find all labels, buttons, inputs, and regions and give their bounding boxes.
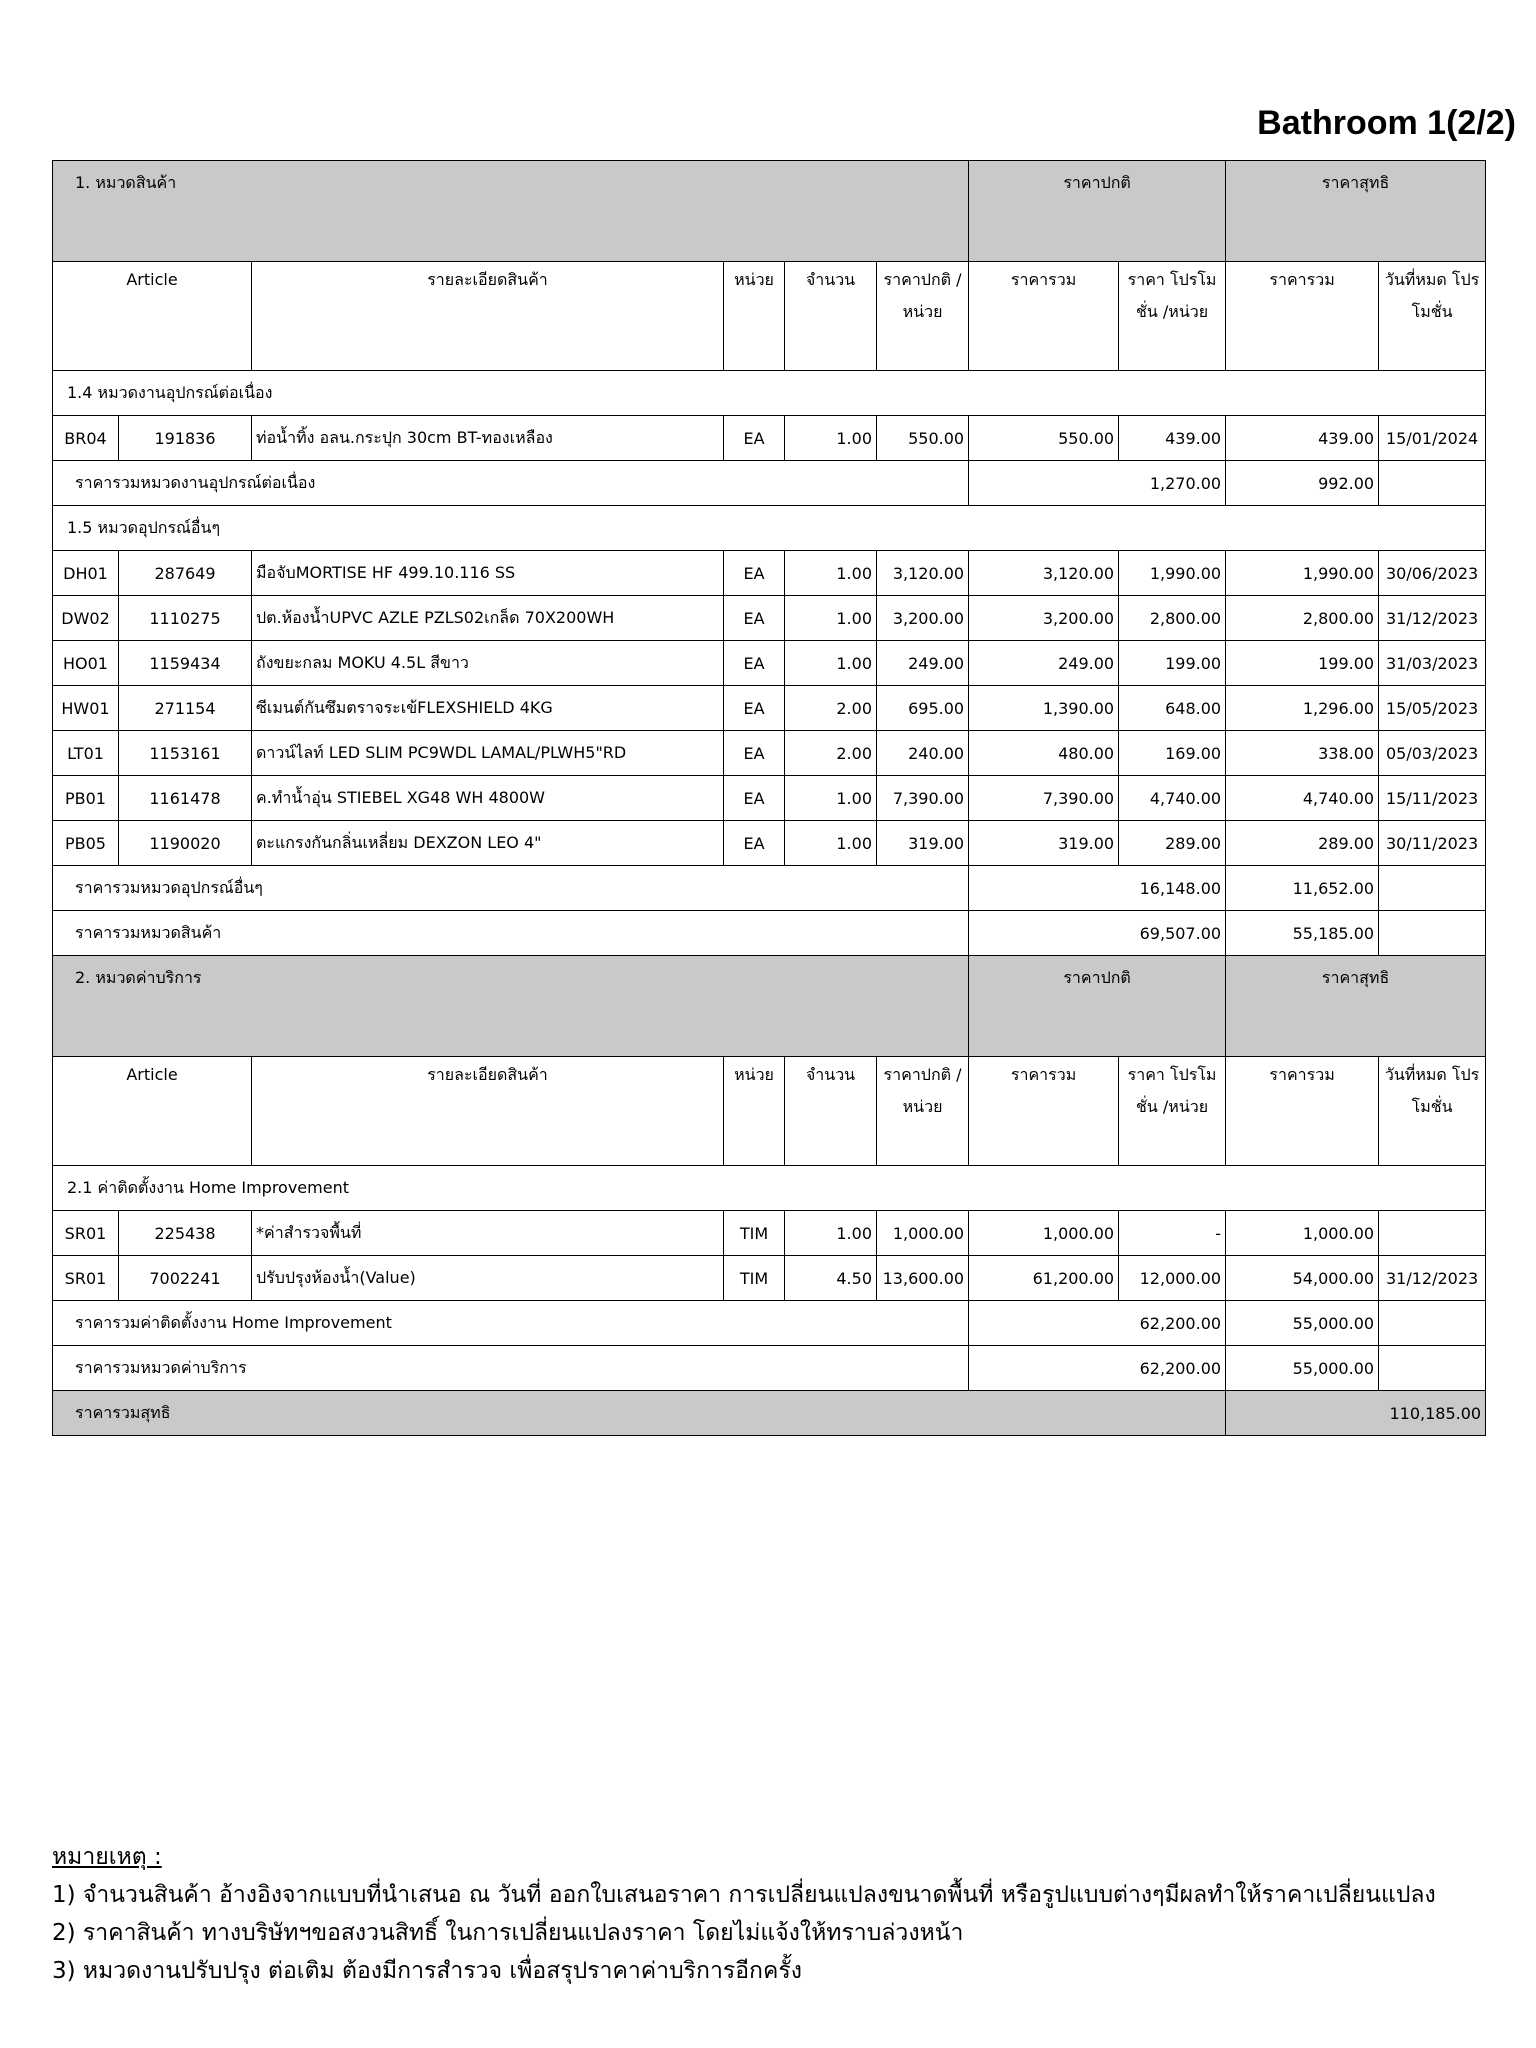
item-promo-end: 31/12/2023	[1379, 1256, 1486, 1301]
page-title: Bathroom 1(2/2)	[1257, 104, 1516, 142]
total-row	[53, 1301, 1486, 1346]
item-row	[53, 731, 1486, 776]
column-header-unit-price: ราคาปกติ /หน่วย	[877, 262, 969, 371]
item-unit-price: 3,200.00	[877, 596, 969, 641]
item-unit: EA	[724, 686, 785, 731]
item-promo-total: 289.00	[1226, 821, 1379, 866]
total-value: 16,148.00	[969, 866, 1226, 911]
column-header-unit-price: ราคาปกติ /หน่วย	[877, 1057, 969, 1166]
column-header-total: ราคารวม	[969, 262, 1119, 371]
item-code: SR01	[53, 1256, 119, 1301]
subsection-row	[53, 506, 1486, 551]
subsection-label: 1.4 หมวดงานอุปกรณ์ต่อเนื่อง	[53, 371, 1486, 416]
notes-heading: หมายเหตุ :	[52, 1844, 162, 1870]
total-label: ราคารวมค่าติดตั้งงาน Home Improvement	[53, 1301, 969, 1346]
item-article: 1161478	[119, 776, 252, 821]
item-promo-total: 338.00	[1226, 731, 1379, 776]
quotation-table	[52, 160, 1486, 1436]
total-row	[53, 866, 1486, 911]
column-header-promo-price: ราคา โปรโมชั่น /หน่วย	[1119, 262, 1226, 371]
item-row	[53, 1211, 1486, 1256]
item-description: ตะแกรงกันกลิ่นเหลี่ยม DEXZON LEO 4"	[252, 821, 724, 866]
item-qty: 1.00	[785, 821, 877, 866]
net-price-header: ราคาสุทธิ	[1226, 161, 1486, 262]
item-unit: TIM	[724, 1211, 785, 1256]
item-promo-total: 2,800.00	[1226, 596, 1379, 641]
item-promo-end: 15/11/2023	[1379, 776, 1486, 821]
note-item: 3) หมวดงานปรับปรุง ต่อเติม ต้องมีการสำรวจ เพื่อสรุปราคาค่าบริการอีกครั้ง	[52, 1958, 802, 1984]
item-article: 1153161	[119, 731, 252, 776]
column-header-article: Article	[53, 262, 252, 371]
item-unit-price: 1,000.00	[877, 1211, 969, 1256]
item-description: *ค่าสำรวจพื้นที่	[252, 1211, 724, 1256]
normal-price-header: ราคาปกติ	[969, 161, 1226, 262]
item-code: LT01	[53, 731, 119, 776]
item-total: 249.00	[969, 641, 1119, 686]
total-value: 1,270.00	[969, 461, 1226, 506]
item-unit: EA	[724, 416, 785, 461]
item-promo-price: 4,740.00	[1119, 776, 1226, 821]
normal-price-header: ราคาปกติ	[969, 956, 1226, 1057]
note-item: 1) จำนวนสินค้า อ้างอิงจากแบบที่นำเสนอ ณ วันที่ ออกใบเสนอราคา การเปลี่ยนแปลงขนาดพื้นที่ หรือรูปแบบต่างๆมีผลทำให้ราคาเปลี่ยนแปลง	[52, 1882, 1436, 1908]
column-header-promo-price: ราคา โปรโมชั่น /หน่วย	[1119, 1057, 1226, 1166]
item-code: HW01	[53, 686, 119, 731]
item-unit-price: 240.00	[877, 731, 969, 776]
item-qty: 4.50	[785, 1256, 877, 1301]
item-promo-end: 15/05/2023	[1379, 686, 1486, 731]
grand-total-row	[53, 1391, 1486, 1436]
empty-cell	[1379, 1346, 1486, 1391]
item-total: 61,200.00	[969, 1256, 1119, 1301]
total-row	[53, 1346, 1486, 1391]
item-article: 271154	[119, 686, 252, 731]
item-row	[53, 686, 1486, 731]
column-header-promo-total: ราคารวม	[1226, 262, 1379, 371]
item-promo-total: 199.00	[1226, 641, 1379, 686]
column-header-qty: จำนวน	[785, 262, 877, 371]
empty-cell	[1379, 866, 1486, 911]
item-promo-price: 169.00	[1119, 731, 1226, 776]
item-row	[53, 416, 1486, 461]
column-header-row	[53, 1057, 1486, 1166]
total-value: 69,507.00	[969, 911, 1226, 956]
net-total-value: 55,000.00	[1226, 1301, 1379, 1346]
item-article: 191836	[119, 416, 252, 461]
item-total: 7,390.00	[969, 776, 1119, 821]
item-description: ค.ทำน้ำอุ่น STIEBEL XG48 WH 4800W	[252, 776, 724, 821]
item-qty: 1.00	[785, 641, 877, 686]
item-total: 319.00	[969, 821, 1119, 866]
section-label: 1. หมวดสินค้า	[53, 161, 969, 262]
item-total: 3,120.00	[969, 551, 1119, 596]
item-promo-total: 1,296.00	[1226, 686, 1379, 731]
item-unit-price: 7,390.00	[877, 776, 969, 821]
total-label: ราคารวมหมวดงานอุปกรณ์ต่อเนื่อง	[53, 461, 969, 506]
item-promo-end: 31/12/2023	[1379, 596, 1486, 641]
column-header-promo-total: ราคารวม	[1226, 1057, 1379, 1166]
item-unit: EA	[724, 731, 785, 776]
total-label: ราคารวมหมวดสินค้า	[53, 911, 969, 956]
total-label: ราคารวมหมวดค่าบริการ	[53, 1346, 969, 1391]
grand-total-value: 110,185.00	[1226, 1391, 1486, 1436]
item-article: 7002241	[119, 1256, 252, 1301]
net-total-value: 11,652.00	[1226, 866, 1379, 911]
item-unit: EA	[724, 776, 785, 821]
item-qty: 1.00	[785, 596, 877, 641]
item-promo-end: 30/11/2023	[1379, 821, 1486, 866]
item-unit-price: 319.00	[877, 821, 969, 866]
section-header-row	[53, 161, 1486, 262]
item-promo-price: 2,800.00	[1119, 596, 1226, 641]
item-unit-price: 249.00	[877, 641, 969, 686]
column-header-unit: หน่วย	[724, 262, 785, 371]
item-unit: EA	[724, 596, 785, 641]
item-description: ถังขยะกลม MOKU 4.5L สีขาว	[252, 641, 724, 686]
net-price-header: ราคาสุทธิ	[1226, 956, 1486, 1057]
item-qty: 1.00	[785, 416, 877, 461]
item-unit: EA	[724, 821, 785, 866]
item-article: 287649	[119, 551, 252, 596]
item-code: DW02	[53, 596, 119, 641]
item-promo-price: 199.00	[1119, 641, 1226, 686]
item-qty: 1.00	[785, 1211, 877, 1256]
column-header-row	[53, 262, 1486, 371]
item-promo-total: 1,000.00	[1226, 1211, 1379, 1256]
item-row	[53, 776, 1486, 821]
item-total: 480.00	[969, 731, 1119, 776]
empty-cell	[1379, 1301, 1486, 1346]
item-description: ซีเมนต์กันซึมตราจระเข้FLEXSHIELD 4KG	[252, 686, 724, 731]
item-row	[53, 551, 1486, 596]
item-description: ปต.ห้องน้ำUPVC AZLE PZLS02เกล็ด 70X200WH	[252, 596, 724, 641]
item-row	[53, 821, 1486, 866]
item-description: ดาวน์ไลท์ LED SLIM PC9WDL LAMAL/PLWH5"RD	[252, 731, 724, 776]
total-label: ราคารวมหมวดอุปกรณ์อื่นๆ	[53, 866, 969, 911]
section-label: 2. หมวดค่าบริการ	[53, 956, 969, 1057]
column-header-description: รายละเอียดสินค้า	[252, 262, 724, 371]
item-description: ท่อน้ำทิ้ง อลน.กระปุก 30cm BT-ทองเหลือง	[252, 416, 724, 461]
subsection-label: 2.1 ค่าติดตั้งงาน Home Improvement	[53, 1166, 1486, 1211]
item-unit: EA	[724, 641, 785, 686]
total-value: 62,200.00	[969, 1346, 1226, 1391]
empty-cell	[1379, 461, 1486, 506]
item-promo-total: 439.00	[1226, 416, 1379, 461]
notes	[52, 1838, 1436, 1990]
subsection-label: 1.5 หมวดอุปกรณ์อื่นๆ	[53, 506, 1486, 551]
empty-cell	[1379, 911, 1486, 956]
grand-total-label: ราคารวมสุทธิ	[53, 1391, 1226, 1436]
item-code: PB01	[53, 776, 119, 821]
item-promo-end: 31/03/2023	[1379, 641, 1486, 686]
column-header-promo-end: วันที่หมด โปรโมชั่น	[1379, 1057, 1486, 1166]
column-header-promo-end: วันที่หมด โปรโมชั่น	[1379, 262, 1486, 371]
column-header-description: รายละเอียดสินค้า	[252, 1057, 724, 1166]
item-article: 1159434	[119, 641, 252, 686]
item-promo-end	[1379, 1211, 1486, 1256]
item-promo-total: 1,990.00	[1226, 551, 1379, 596]
net-total-value: 992.00	[1226, 461, 1379, 506]
item-promo-price: -	[1119, 1211, 1226, 1256]
item-promo-end: 15/01/2024	[1379, 416, 1486, 461]
net-total-value: 55,185.00	[1226, 911, 1379, 956]
item-promo-end: 30/06/2023	[1379, 551, 1486, 596]
item-description: ปรับปรุงห้องน้ำ(Value)	[252, 1256, 724, 1301]
total-row	[53, 911, 1486, 956]
total-row	[53, 461, 1486, 506]
item-unit-price: 13,600.00	[877, 1256, 969, 1301]
item-promo-price: 648.00	[1119, 686, 1226, 731]
item-promo-price: 12,000.00	[1119, 1256, 1226, 1301]
item-unit-price: 550.00	[877, 416, 969, 461]
item-article: 1190020	[119, 821, 252, 866]
item-code: SR01	[53, 1211, 119, 1256]
item-qty: 1.00	[785, 776, 877, 821]
item-promo-total: 4,740.00	[1226, 776, 1379, 821]
net-total-value: 55,000.00	[1226, 1346, 1379, 1391]
item-row	[53, 641, 1486, 686]
quotation-table-body	[53, 161, 1486, 1436]
item-article: 1110275	[119, 596, 252, 641]
column-header-total: ราคารวม	[969, 1057, 1119, 1166]
item-total: 1,390.00	[969, 686, 1119, 731]
item-promo-price: 439.00	[1119, 416, 1226, 461]
item-promo-price: 289.00	[1119, 821, 1226, 866]
item-total: 1,000.00	[969, 1211, 1119, 1256]
section-header-row	[53, 956, 1486, 1057]
item-promo-end: 05/03/2023	[1379, 731, 1486, 776]
item-unit: EA	[724, 551, 785, 596]
column-header-unit: หน่วย	[724, 1057, 785, 1166]
note-item: 2) ราคาสินค้า ทางบริษัทฯขอสงวนสิทธิ์ ในการเปลี่ยนแปลงราคา โดยไม่แจ้งให้ทราบล่วงหน้า	[52, 1920, 964, 1946]
item-unit-price: 695.00	[877, 686, 969, 731]
item-total: 550.00	[969, 416, 1119, 461]
item-article: 225438	[119, 1211, 252, 1256]
item-qty: 1.00	[785, 551, 877, 596]
item-code: DH01	[53, 551, 119, 596]
item-description: มือจับMORTISE HF 499.10.116 SS	[252, 551, 724, 596]
item-code: HO01	[53, 641, 119, 686]
item-unit-price: 3,120.00	[877, 551, 969, 596]
item-promo-price: 1,990.00	[1119, 551, 1226, 596]
column-header-article: Article	[53, 1057, 252, 1166]
item-unit: TIM	[724, 1256, 785, 1301]
item-row	[53, 596, 1486, 641]
item-total: 3,200.00	[969, 596, 1119, 641]
item-row	[53, 1256, 1486, 1301]
column-header-qty: จำนวน	[785, 1057, 877, 1166]
item-qty: 2.00	[785, 686, 877, 731]
item-code: PB05	[53, 821, 119, 866]
item-code: BR04	[53, 416, 119, 461]
item-promo-total: 54,000.00	[1226, 1256, 1379, 1301]
subsection-row	[53, 371, 1486, 416]
item-qty: 2.00	[785, 731, 877, 776]
total-value: 62,200.00	[969, 1301, 1226, 1346]
subsection-row	[53, 1166, 1486, 1211]
